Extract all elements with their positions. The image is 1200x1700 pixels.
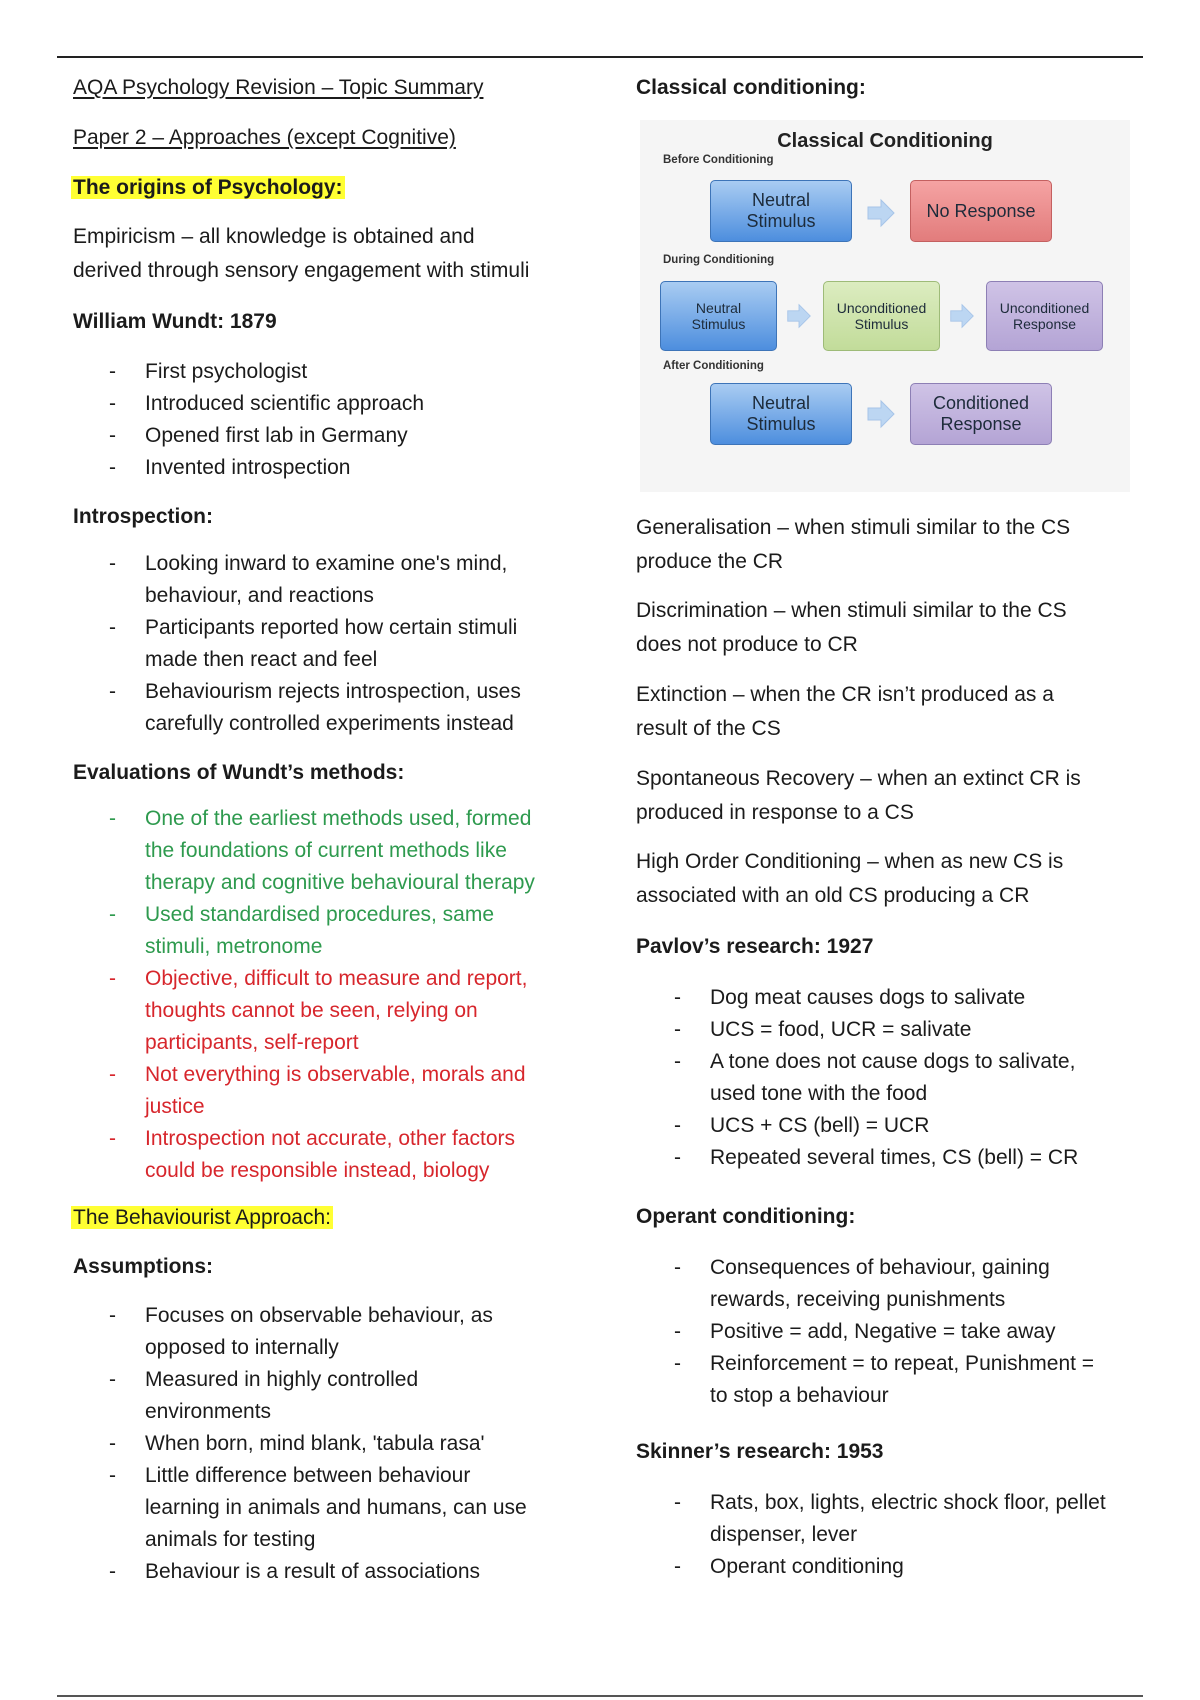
definition-high-order-conditioning: High Order Conditioning – when as new CS is associated with an old CS producing a CR — [636, 850, 1064, 907]
introspection-list — [73, 548, 521, 740]
list-item: - Measured in highly controlled environments — [73, 1364, 527, 1428]
no-response-box: No Response — [910, 180, 1052, 242]
list-item: - Opened first lab in Germany — [73, 420, 424, 452]
list-item: - A tone does not cause dogs to salivate, used tone with the food — [636, 1046, 1078, 1110]
introspection-heading: Introspection: — [73, 505, 213, 528]
skinner-heading: Skinner’s research: 1953 — [636, 1440, 884, 1463]
list-item: - Invented introspection — [73, 452, 424, 484]
list-item: - Looking inward to examine one's mind, behaviour, and reactions — [73, 548, 521, 612]
neutral-stimulus-box: Neutral Stimulus — [710, 180, 852, 242]
phase-during-label: During Conditioning — [663, 254, 775, 266]
paper-title: Paper 2 – Approaches (except Cognitive) — [73, 126, 456, 149]
assumptions-list — [73, 1300, 527, 1588]
list-item: - When born, mind blank, 'tabula rasa' — [73, 1428, 527, 1460]
list-item: - Positive = add, Negative = take away — [636, 1316, 1094, 1348]
classical-conditioning-diagram — [640, 120, 1130, 492]
top-rule — [57, 56, 1143, 58]
evaluations-list — [73, 803, 535, 1187]
phase-after-label: After Conditioning — [663, 360, 764, 372]
list-item: - Reinforcement = to repeat, Punishment = to stop a behaviour — [636, 1348, 1094, 1412]
list-item-negative: - Objective, difficult to measure and report, thoughts cannot be seen, relying on participants, self-report — [73, 963, 535, 1059]
list-item: - UCS = food, UCR = salivate — [636, 1014, 1078, 1046]
wundt-list — [73, 356, 424, 484]
wundt-heading: William Wundt: 1879 — [73, 310, 277, 333]
list-item: - First psychologist — [73, 356, 424, 388]
list-item: - UCS + CS (bell) = UCR — [636, 1110, 1078, 1142]
list-item: - Behaviour is a result of associations — [73, 1556, 527, 1588]
bottom-rule — [57, 1695, 1143, 1697]
right-arrow-icon — [786, 303, 812, 329]
right-arrow-icon — [866, 399, 896, 429]
definition-discrimination: Discrimination – when stimuli similar to the CS does not produce to CR — [636, 599, 1067, 656]
unconditioned-stimulus-box: Unconditioned Stimulus — [823, 281, 940, 351]
definition-generalisation: Generalisation – when stimuli similar to the CS produce the CR — [636, 516, 1071, 573]
pavlov-heading: Pavlov’s research: 1927 — [636, 935, 874, 958]
pavlov-list — [636, 982, 1078, 1174]
definition-spontaneous-recovery: Spontaneous Recovery – when an extinct CR is produced in response to a CS — [636, 767, 1081, 824]
right-arrow-icon — [949, 303, 975, 329]
skinner-list — [636, 1487, 1106, 1583]
list-item: - Consequences of behaviour, gaining rewards, receiving punishments — [636, 1252, 1094, 1316]
behaviourist-heading: The Behaviourist Approach: — [73, 1206, 331, 1229]
definition-extinction: Extinction – when the CR isn’t produced as a result of the CS — [636, 683, 1054, 740]
classical-heading: Classical conditioning: — [636, 76, 866, 99]
list-item: - Behaviourism rejects introspection, uses carefully controlled experiments instead — [73, 676, 521, 740]
operant-list — [636, 1252, 1094, 1412]
empiricism-definition: Empiricism – all knowledge is obtained and derived through sensory engagement with stimuli — [73, 225, 530, 282]
evaluations-heading: Evaluations of Wundt’s methods: — [73, 761, 405, 784]
assumptions-heading: Assumptions: — [73, 1255, 214, 1278]
conditioned-response-box: Conditioned Response — [910, 383, 1052, 445]
neutral-stimulus-box: Neutral Stimulus — [660, 281, 777, 351]
list-item: - Little difference between behaviour learning in animals and humans, can use animals for testing — [73, 1460, 527, 1556]
phase-before-label: Before Conditioning — [663, 154, 774, 166]
list-item: - Introduced scientific approach — [73, 388, 424, 420]
list-item: - Dog meat causes dogs to salivate — [636, 982, 1078, 1014]
list-item: - Repeated several times, CS (bell) = CR — [636, 1142, 1078, 1174]
list-item: - Participants reported how certain stimuli made then react and feel — [73, 612, 521, 676]
list-item: - Rats, box, lights, electric shock floor, pellet dispenser, lever — [636, 1487, 1106, 1551]
neutral-stimulus-box: Neutral Stimulus — [710, 383, 852, 445]
list-item: - Focuses on observable behaviour, as opposed to internally — [73, 1300, 527, 1364]
unconditioned-response-box: Unconditioned Response — [986, 281, 1103, 351]
operant-heading: Operant conditioning: — [636, 1205, 856, 1228]
document-title: AQA Psychology Revision – Topic Summary — [73, 76, 484, 99]
list-item-negative: - Introspection not accurate, other factors could be responsible instead, biology — [73, 1123, 535, 1187]
list-item-positive: - One of the earliest methods used, formed the foundations of current methods like therapy and cognitive behavioural therapy — [73, 803, 535, 899]
diagram-title: Classical Conditioning — [777, 130, 993, 152]
list-item-positive: - Used standardised procedures, same stimuli, metronome — [73, 899, 535, 963]
list-item-negative: - Not everything is observable, morals and justice — [73, 1059, 535, 1123]
right-arrow-icon — [866, 198, 896, 228]
list-item: - Operant conditioning — [636, 1551, 1106, 1583]
origins-heading: The origins of Psychology: — [73, 176, 343, 199]
